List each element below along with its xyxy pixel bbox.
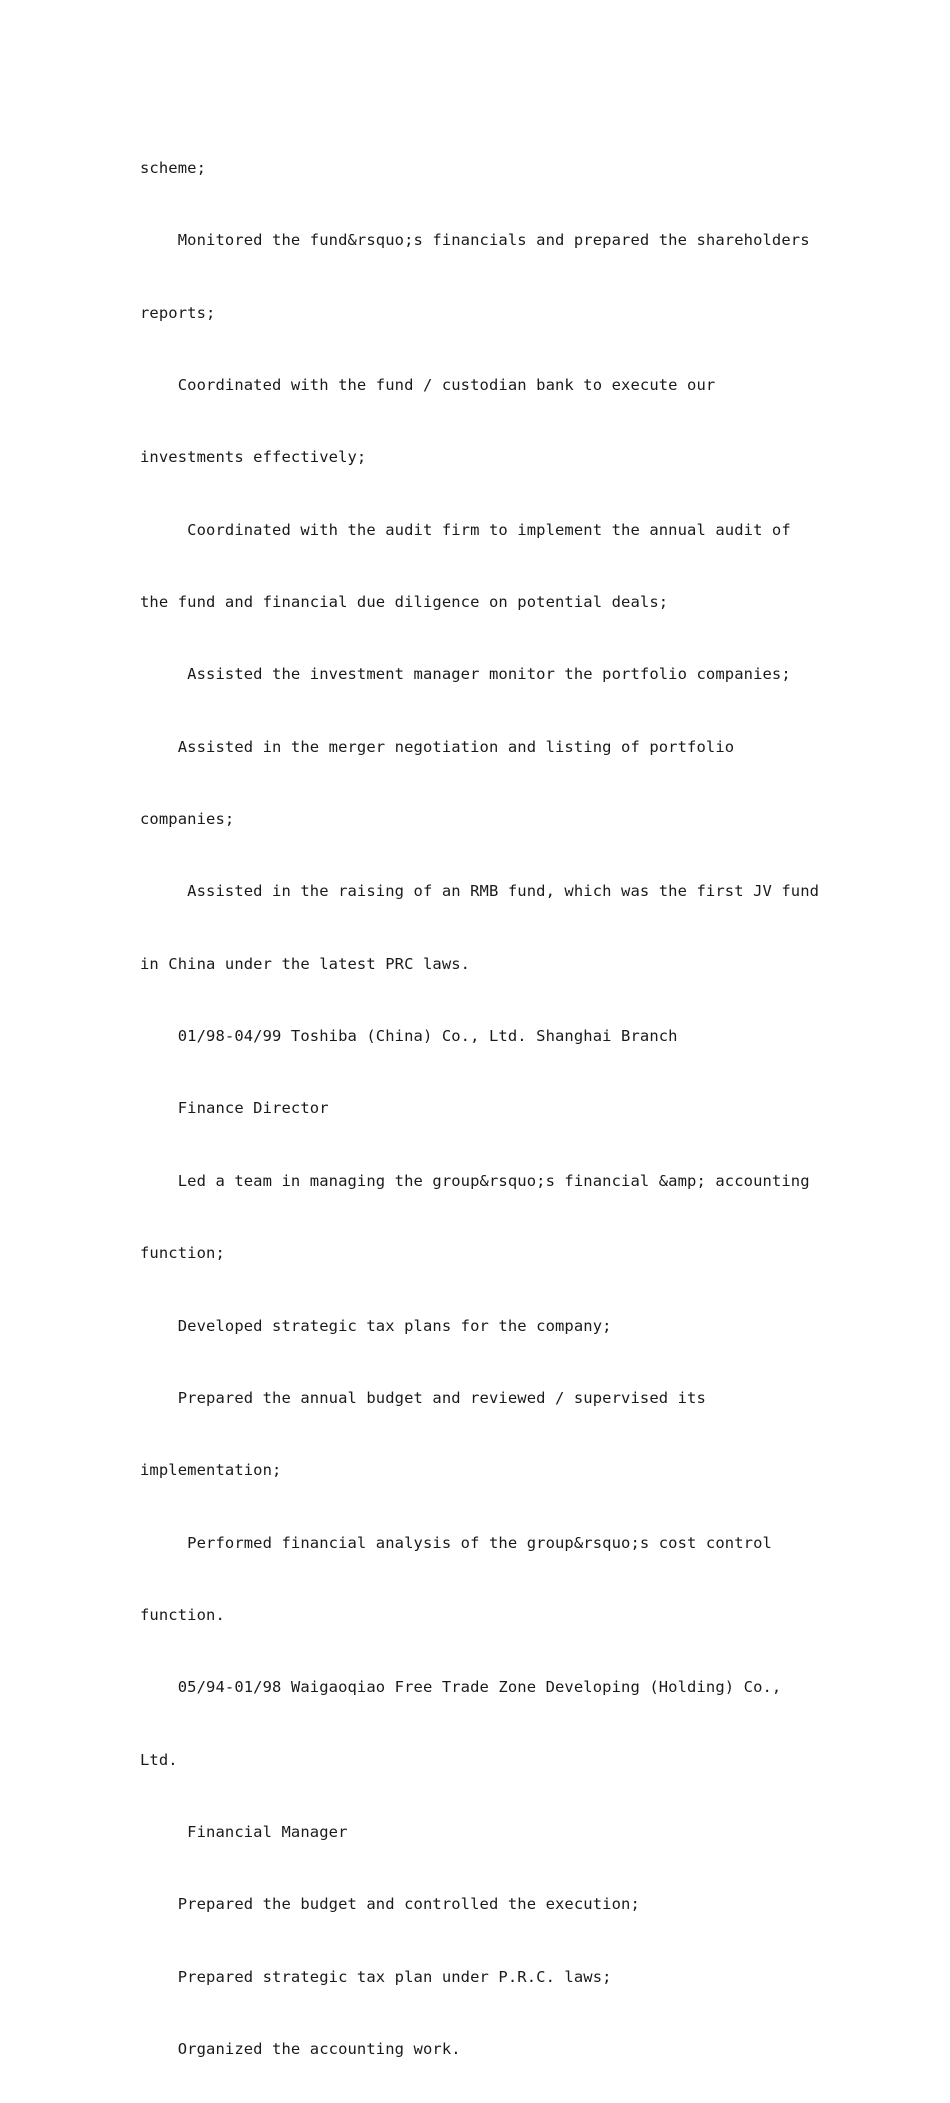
text-line: Assisted the investment manager monitor the portfolio companies; xyxy=(140,665,791,684)
text-line: Assisted in the merger negotiation and listing of portfolio xyxy=(140,737,735,756)
text-line: reports; xyxy=(140,303,216,322)
text-line: 01/98-04/99 Toshiba (China) Co., Ltd. Shanghai Branch xyxy=(140,1027,678,1046)
text-line: Coordinated with the fund / custodian bank to execute our xyxy=(140,376,716,395)
text-line: Monitored the fund&rsquo;s financials and prepared the shareholders xyxy=(140,231,810,250)
text-line: function. xyxy=(140,1605,225,1624)
text-line: Coordinated with the audit firm to implement the annual audit of xyxy=(140,520,791,539)
text-line: Prepared the budget and controlled the execution; xyxy=(140,1895,640,1914)
text-line: Ltd. xyxy=(140,1750,178,1769)
text-line: the fund and financial due diligence on potential deals; xyxy=(140,593,669,612)
text-line: implementation; xyxy=(140,1461,282,1480)
text-line: Performed financial analysis of the group&rsquo;s cost control xyxy=(140,1533,772,1552)
text-line: Prepared strategic tax plan under P.R.C. laws; xyxy=(140,1967,612,1986)
document-body xyxy=(140,114,820,2103)
text-line: Prepared the annual budget and reviewed / supervised its xyxy=(140,1388,706,1407)
text-line: scheme; xyxy=(140,159,207,177)
text-line: 05/94-01/98 Waigaoqiao Free Trade Zone Developing (Holding) Co., xyxy=(140,1678,782,1697)
text-line: Organized the accounting work. xyxy=(140,2039,461,2058)
text-line: Financial Manager xyxy=(140,1822,348,1841)
text-line: Led a team in managing the group&rsquo;s financial &amp; accounting xyxy=(140,1171,810,1190)
text-line: companies; xyxy=(140,810,235,829)
text-line: investments effectively; xyxy=(140,448,367,467)
text-line: Finance Director xyxy=(140,1099,329,1118)
text-line: in China under the latest PRC laws. xyxy=(140,954,471,973)
text-line: Assisted in the raising of an RMB fund, which was the first JV fund xyxy=(140,882,820,901)
text-line: Developed strategic tax plans for the company; xyxy=(140,1316,612,1335)
text-line: function; xyxy=(140,1244,225,1263)
